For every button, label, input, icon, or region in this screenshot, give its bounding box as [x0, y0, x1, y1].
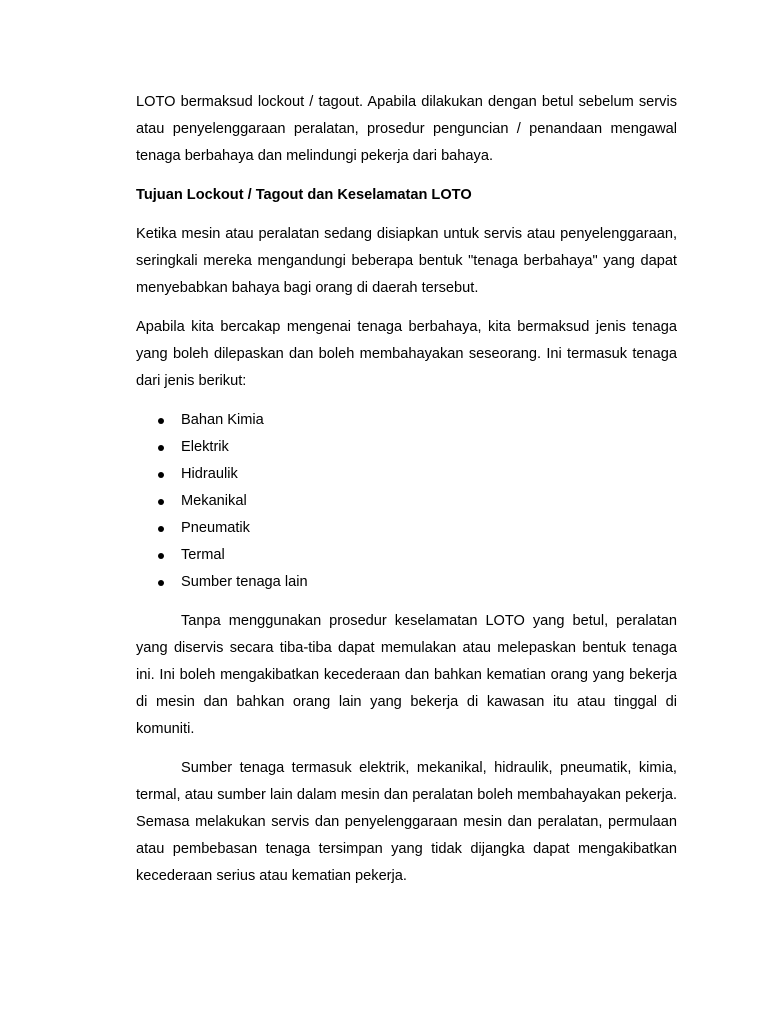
- list-item: [136, 407, 677, 434]
- list-item: [136, 542, 677, 569]
- list-item-label: Mekanikal: [181, 493, 247, 509]
- hazardous-energy-paragraph: Ketika mesin atau peralatan sedang disiapkan untuk servis atau penyelenggaraan, seringkali mereka mengandungi beberapa bentuk "tenaga berbahaya" yang dapat menyebabkan bahaya bagi orang di daerah tersebut.: [136, 226, 677, 296]
- section-heading: Tujuan Lockout / Tagout dan Keselamatan LOTO: [136, 187, 472, 203]
- list-item-label: Termal: [181, 547, 225, 563]
- list-item: [136, 461, 677, 488]
- document-page: [136, 89, 677, 902]
- list-item-label: Pneumatik: [181, 520, 250, 536]
- intro-paragraph: LOTO bermaksud lockout / tagout. Apabila dilakukan dengan betul sebelum servis atau penyelenggaraan peralatan, prosedur penguncian / penandaan mengawal tenaga berbahaya dan melindungi pekerja dari bahaya.: [136, 94, 677, 164]
- list-item: [136, 434, 677, 461]
- bullet-icon: [158, 472, 164, 478]
- energy-sources-paragraph: Sumber tenaga termasuk elektrik, mekanikal, hidraulik, pneumatik, kimia, termal, atau sumber lain dalam mesin dan peralatan boleh membahayakan pekerja. Semasa melakukan servis dan penyelenggaraan mesin dan peralatan, permulaan atau pembebasan tenaga tersimpan yang tidak dijangka dapat mengakibatkan kecederaan serius atau kematian pekerja.: [136, 760, 677, 884]
- bullet-icon: [158, 445, 164, 451]
- bullet-icon: [158, 580, 164, 586]
- list-item-label: Bahan Kimia: [181, 412, 264, 428]
- bullet-icon: [158, 553, 164, 559]
- list-item-label: Hidraulik: [181, 466, 238, 482]
- list-item: [136, 515, 677, 542]
- energy-definition-paragraph: Apabila kita bercakap mengenai tenaga berbahaya, kita bermaksud jenis tenaga yang boleh dilepaskan dan boleh membahayakan seseorang. Ini termasuk tenaga dari jenis berikut:: [136, 319, 677, 389]
- bullet-icon: [158, 499, 164, 505]
- bullet-icon: [158, 526, 164, 532]
- bullet-icon: [158, 418, 164, 424]
- energy-types-list: [136, 407, 677, 596]
- list-item-label: Elektrik: [181, 439, 229, 455]
- loto-consequence-paragraph: Tanpa menggunakan prosedur keselamatan LOTO yang betul, peralatan yang diservis secara tiba-tiba dapat memulakan atau melepaskan bentuk tenaga ini. Ini boleh mengakibatkan kecederaan dan bahkan kematian orang yang bekerja di mesin dan bahkan orang lain yang bekerja di kawasan itu atau tinggal di komuniti.: [136, 613, 677, 737]
- list-item: [136, 569, 677, 596]
- list-item: [136, 488, 677, 515]
- list-item-label: Sumber tenaga lain: [181, 574, 308, 590]
